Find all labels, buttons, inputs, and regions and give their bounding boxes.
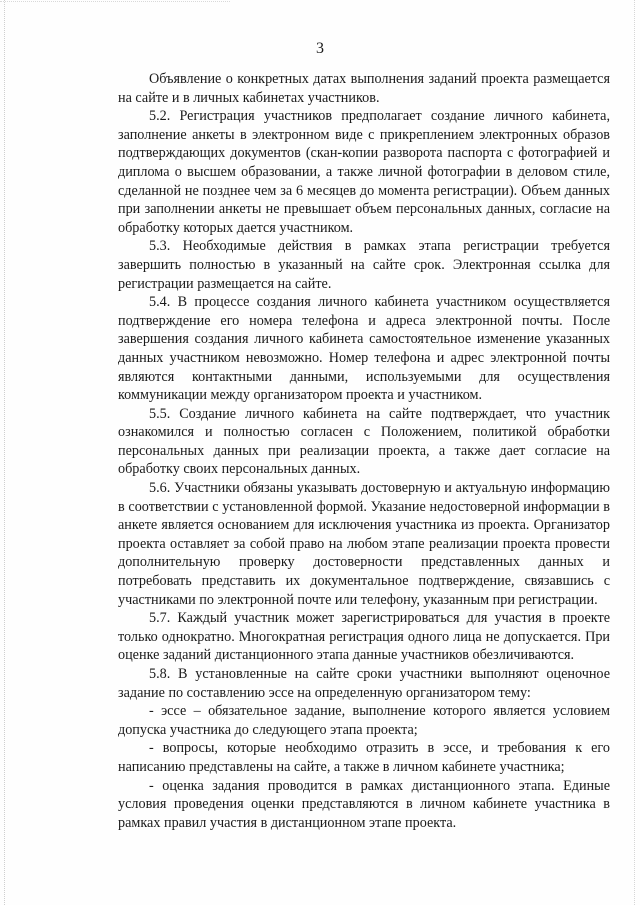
paragraph-announcement: Объявление о конкретных датах выполнения заданий проекта размещается на сайте и в личных кабинетах участников.	[118, 71, 610, 106]
document-body	[118, 70, 610, 832]
list-item-assessment: - оценка задания проводится в рамках дистанционного этапа. Единые условия проведения оценки представляются в личном кабинете участника в рамках правил участия в дистанционном этапе проекта.	[118, 777, 610, 831]
scan-artifact-left	[4, 0, 6, 905]
paragraph-5-7: 5.7. Каждый участник может зарегистрироваться для участия в проекте только однократно. Многократная регистрация одного лица не допускается. При оценке заданий дистанционного этапа данные участников обезличиваются.	[118, 610, 610, 664]
paragraph-5-8: 5.8. В установленные на сайте сроки участники выполняют оценочное задание по составлению эссе на определенную организатором тему:	[118, 666, 610, 701]
scan-artifact-right	[634, 0, 636, 905]
paragraph-5-4: 5.4. В процессе создания личного кабинета участником осуществляется подтверждение его номера телефона и адреса электронной почты. После завершения создания личного кабинета самостоятельное изменение указанных данных участником невозможно. Номер телефона и адрес электронной почты являются контактными данными, используемыми для осуществления коммуникации между организатором проекта и участником.	[118, 294, 610, 404]
list-item-questions: - вопросы, которые необходимо отразить в эссе, и требования к его написанию представлены на сайте, а также в личном кабинете участника;	[118, 740, 610, 775]
page-number: 3	[316, 40, 324, 57]
paragraph-5-2: 5.2. Регистрация участников предполагает создание личного кабинета, заполнение анкеты в электронном виде с прикреплением электронных образов подтверждающих документов (скан-копии разворота паспорта с фотографией и диплома о высшем образовании, а также личной фотографии в деловом стиле, сделанной не позднее чем за 6 месяцев до момента регистрации). Объем данных при заполнении анкеты не превышает объем персональных данных, согласие на обработку которых дается участником.	[118, 108, 610, 236]
scan-artifact-top	[0, 1, 230, 2]
list-item-essay: - эссе – обязательное задание, выполнение которого является условием допуска участника до следующего этапа проекта;	[118, 703, 610, 738]
paragraph-5-5: 5.5. Создание личного кабинета на сайте подтверждает, что участник ознакомился и полностью согласен с Положением, политикой обработки персональных данных при реализации проекта, а также дает согласие на обработку своих персональных данных.	[118, 405, 610, 478]
paragraph-5-6: 5.6. Участники обязаны указывать достоверную и актуальную информацию в соответствии с установленной формой. Указание недостоверной информации в анкете является основанием для исключения участника из проекта. Организатор проекта оставляет за собой право на любом этапе реализации проекта провести дополнительную проверку достоверности представленных данных и потребовать представить их документальное подтверждение, связавшись с участниками по электронной почте или телефону, указанным при регистрации.	[118, 480, 610, 608]
paragraph-5-3: 5.3. Необходимые действия в рамках этапа регистрации требуется завершить полностью в указанный на сайте срок. Электронная ссылка для регистрации размещается на сайте.	[118, 238, 610, 292]
